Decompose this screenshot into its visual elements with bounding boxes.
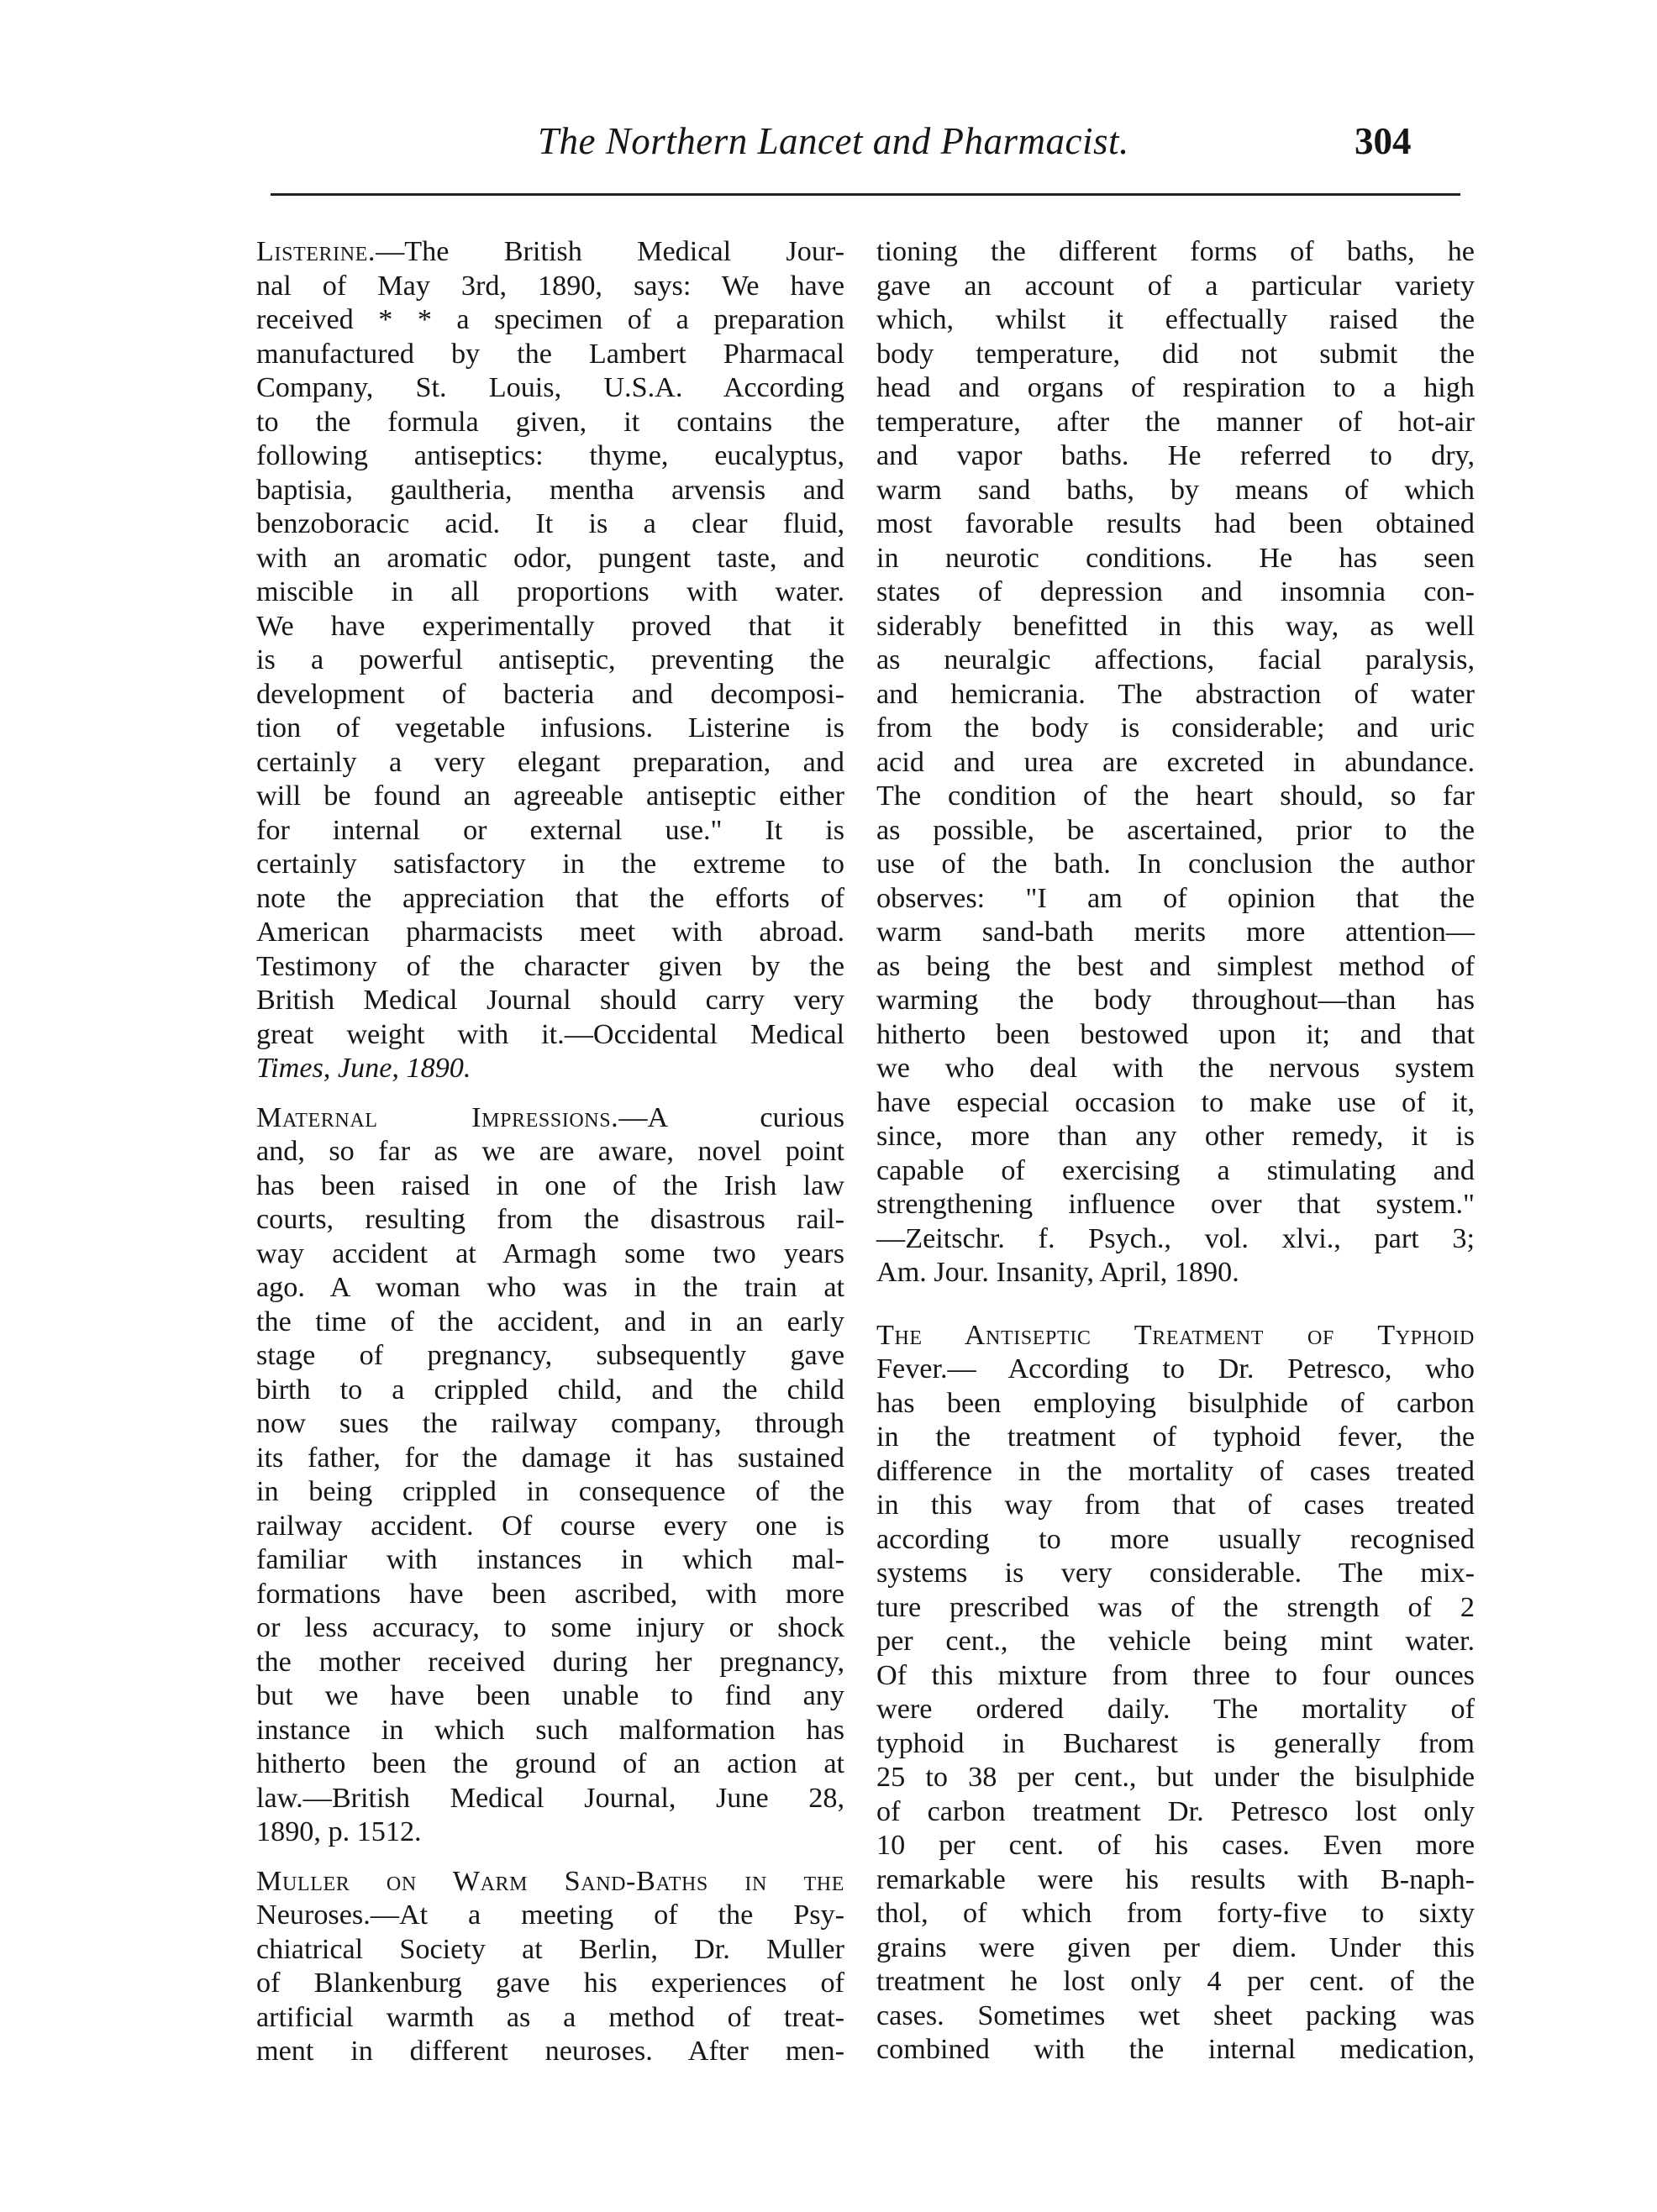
article-line: since, more than any other remedy, it is [876,1121,1475,1152]
article-line: will be found an agreeable antiseptic either [256,780,844,812]
article-line: is a powerful antiseptic, preventing the [256,644,844,675]
article-line: gave an account of a particular variety [876,270,1475,302]
article-line: according to more usually recognised [876,1523,1475,1555]
article-line: with an aromatic odor, pungent taste, and [256,542,844,574]
article-line: now sues the railway company, through [256,1408,844,1439]
article-line: body temperature, did not submit the [876,338,1475,370]
article-heading: Maternal Impressions. [256,1101,619,1133]
article-muller-sand-baths [256,1865,844,2069]
article-line: head and organs of respiration to a high [876,372,1475,403]
article-line: courts, resulting from the disastrous rail- [256,1204,844,1235]
article-line: as being the best and simplest method of [876,950,1475,982]
article-line: following antiseptics: thyme, eucalyptus, [256,440,844,471]
article-line: grains were given per diem. Under this [876,1931,1475,1963]
article-line: stage of pregnancy, subsequently gave [256,1340,844,1371]
article-line: note the appreciation that the efforts of [256,882,844,914]
article-line: Of this mixture from three to four ounces [876,1659,1475,1691]
article-line: from the body is considerable; and uric [876,712,1475,743]
article-line: systems is very considerable. The mix- [876,1558,1475,1589]
article-line: hitherto been bestowed upon it; and that [876,1018,1475,1050]
article-line: cases. Sometimes wet sheet packing was [876,1999,1475,2031]
article-heading: The Antiseptic Treatment of Typhoid [876,1319,1475,1351]
article-line: familiar with instances in which mal- [256,1544,844,1575]
article-line: in being crippled in consequence of the [256,1476,844,1507]
article-line: —Zeitschr. f. Psych., vol. xlvi., part 3; [876,1222,1475,1254]
article-line: have especial occasion to make use of it, [876,1086,1475,1118]
article-line: ago. A woman who was in the train at [256,1272,844,1303]
page-number: 304 [1355,120,1412,162]
article-line: instance in which such malformation has [256,1714,844,1746]
article-line: strengthening influence over that system." [876,1189,1475,1220]
article-line: treatment he lost only 4 per cent. of the [876,1966,1475,1997]
article-listerine [256,235,844,1086]
article-line: 1890, p. 1512. [256,1816,422,1847]
article-line: ment in different neuroses. After men- [256,2036,844,2067]
article-line: Neuroses.—At a meeting of the Psy- [256,1899,844,1931]
article-heading: Listerine. [256,236,376,267]
article-line: miscible in all proportions with water. [256,576,844,607]
article-line: of Blankenburg gave his experiences of [256,1968,844,1999]
article-line: as possible, be ascertained, prior to the [876,814,1475,846]
article-heading: Muller on Warm Sand-Baths in the [256,1865,844,1897]
article-line: thol, of which from forty-five to sixty [876,1898,1475,1929]
article-line: or less accuracy, to some injury or shock [256,1612,844,1643]
article-line: 10 per cent. of his cases. Even more [876,1830,1475,1861]
article-antiseptic-typhoid [876,1319,1475,2068]
article-line: capable of exercising a stimulating and [876,1154,1475,1186]
article-line: certainly satisfactory in the extreme to [256,849,844,880]
right-column [876,235,1475,2083]
article-line: We have experimentally proved that it [256,610,844,642]
article-line: difference in the mortality of cases treated [876,1455,1475,1487]
article-line: 25 to 38 per cent., but under the bisulphide [876,1762,1475,1793]
article-maternal-impressions [256,1101,844,1850]
article-line: its father, for the damage it has sustained [256,1442,844,1474]
header-rule [271,193,1460,196]
article-line: baptisia, gaultheria, mentha arvensis and [256,474,844,506]
article-line: warm sand baths, by means of which [876,474,1475,506]
article-line: way accident at Armagh some two years [256,1237,844,1269]
article-line: has been raised in one of the Irish law [256,1169,844,1201]
article-line: but we have been unable to find any [256,1680,844,1711]
article-line: in the treatment of typhoid fever, the [876,1421,1475,1453]
article-line: for internal or external use." It is [256,814,844,846]
article-line: of carbon treatment Dr. Petresco lost only [876,1795,1475,1827]
article-line: certainly a very elegant preparation, and [256,746,844,778]
article-line: the time of the accident, and in an early [256,1306,844,1337]
article-line: in neurotic conditions. He has seen [876,542,1475,574]
article-line: has been employing bisulphide of carbon [876,1387,1475,1419]
article-line: were ordered daily. The mortality of [876,1694,1475,1725]
article-line: The condition of the heart should, so far [876,780,1475,812]
article-line: observes: "I am of opinion that the [876,882,1475,914]
article-line: development of bacteria and decomposi- [256,678,844,710]
article-line: and, so far as we are aware, novel point [256,1136,844,1167]
article-line: artificial warmth as a method of treat- [256,2001,844,2033]
article-line: chiatrical Society at Berlin, Dr. Muller [256,1933,844,1965]
article-line: great weight with it.—Occidental Medical [256,1018,844,1050]
article-line: birth to a crippled child, and the child [256,1374,844,1405]
left-column [256,235,844,2084]
article-line: remarkable were his results with B-naph- [876,1863,1475,1895]
article-line: —The British Medical Jour- [376,236,844,267]
article-line: Am. Jour. Insanity, April, 1890. [876,1257,1239,1288]
article-line: —A curious [618,1101,844,1133]
article-line: which, whilst it effectually raised the [876,304,1475,335]
article-line: the mother received during her pregnancy, [256,1646,844,1678]
article-line: law.—British Medical Journal, June 28, [256,1782,844,1814]
article-line: received * * a specimen of a preparation [256,304,844,335]
article-line: Company, St. Louis, U.S.A. According [256,372,844,403]
article-line: warming the body throughout—than has [876,985,1475,1016]
article-line: warm sand-bath merits more attention— [876,917,1475,948]
article-line: states of depression and insomnia con- [876,576,1475,607]
article-line: in this way from that of cases treated [876,1490,1475,1521]
article-line: we who deal with the nervous system [876,1053,1475,1084]
article-line: ture prescribed was of the strength of 2 [876,1591,1475,1623]
article-line: benzoboracic acid. It is a clear fluid, [256,508,844,539]
article-line: Testimony of the character given by the [256,950,844,982]
article-line: use of the bath. In conclusion the author [876,849,1475,880]
article-line: and hemicrania. The abstraction of water [876,678,1475,710]
article-line: Fever.— According to Dr. Petresco, who [876,1353,1475,1384]
article-line: combined with the internal medication, [876,2034,1475,2065]
article-line: to the formula given, it contains the [256,406,844,438]
article-line: tion of vegetable infusions. Listerine is [256,712,844,743]
article-line: tioning the different forms of baths, he [876,236,1475,267]
article-line: nal of May 3rd, 1890, says: We have [256,270,844,302]
article-line: hitherto been the ground of an action at [256,1748,844,1779]
article-line: American pharmacists meet with abroad. [256,917,844,948]
article-line: temperature, after the manner of hot-air [876,406,1475,438]
article-line: most favorable results had been obtained [876,508,1475,539]
article-line: formations have been ascribed, with more [256,1578,844,1610]
article-line: manufactured by the Lambert Pharmacal [256,338,844,370]
article-line: as neuralgic affections, facial paralysis, [876,644,1475,675]
article-line: Times, June, 1890. [256,1053,471,1084]
article-muller-continued [876,235,1475,1290]
article-line: railway accident. Of course every one is [256,1510,844,1542]
article-line: British Medical Journal should carry very [256,985,844,1016]
article-line: per cent., the vehicle being mint water. [876,1626,1475,1657]
running-header [0,119,1657,178]
article-line: siderably benefitted in this way, as well [876,610,1475,642]
running-title: The Northern Lancet and Pharmacist. [538,120,1129,162]
article-line: acid and urea are excreted in abundance. [876,746,1475,778]
article-line: and vapor baths. He referred to dry, [876,440,1475,471]
article-line: typhoid in Bucharest is generally from [876,1727,1475,1759]
